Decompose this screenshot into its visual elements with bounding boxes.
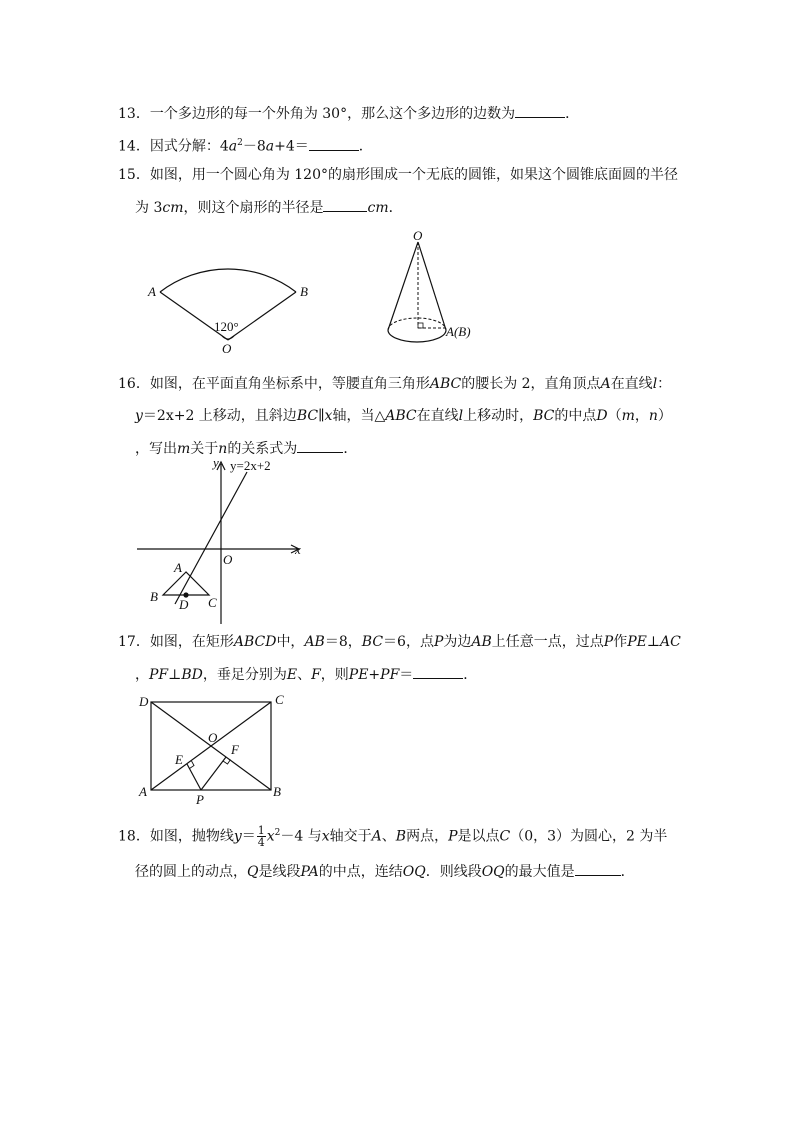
question-text: 为边 [443,634,472,650]
var: F [311,667,321,683]
question-number: 13． [118,106,150,122]
var: BC [361,634,384,650]
var: PE [627,634,647,650]
label-O: O [413,228,423,243]
label-B: B [150,589,158,604]
question-text: （0，3）为圆心，2 为半 [510,828,668,845]
var: A [371,828,382,845]
var: l [458,408,464,424]
label-angle: 120° [214,319,239,334]
punctuation: ． [388,200,403,216]
punctuation: ． [620,864,635,880]
label-O: O [208,730,218,745]
question-text: ＝2x+2 上移动，且斜边 [142,408,297,424]
question-16-line3 [135,439,357,458]
var: PE+PF [348,667,400,683]
question-text: ⊥ [168,667,182,683]
label-B: B [300,284,308,299]
answer-blank [309,137,359,151]
question-text: ，垂足分别为 [202,667,287,683]
question-text: ．则线段 [425,864,482,880]
question-text: 、 [381,828,396,845]
question-text: －8 [242,138,266,155]
question-number: 18． [118,828,150,845]
question-16-line2 [135,407,672,425]
label-B: B [273,784,281,799]
question-15-line2 [135,198,403,217]
var-a: a [228,138,238,155]
cone-base-front [388,330,446,342]
unit: cm [162,200,184,216]
punctuation: ． [358,138,373,155]
question-text: 在直线 [610,376,653,392]
question-text: 、 [297,667,312,683]
question-text: ＝8， [324,634,362,650]
question-text: 如图，在平面直角坐标系中，等腰直角三角形 [149,376,430,392]
answer-blank [297,439,343,453]
var: PF [149,667,169,683]
question-text: 如图，用一个圆心角为 120°的扇形围成一个无底的圆锥，如果这个圆锥底面圆的半径 [149,167,678,183]
var: AB [471,634,492,650]
question-text: ， [135,667,149,683]
question-text: 因式分解：4 [149,138,229,155]
label-F: F [231,742,239,757]
question-text: ，写出 [135,441,177,457]
cone-figure [380,228,500,348]
question-text: 的最大值是 [504,864,575,880]
question-text: －4 与 [280,828,322,845]
punctuation: ． [343,441,358,457]
sector-figure [140,228,340,358]
var: B [395,828,407,845]
label-O: O [222,341,232,356]
var: y [233,828,242,845]
punctuation: ． [463,667,478,683]
cone-right-slant [418,242,446,330]
var: D [596,408,608,424]
var: E [286,667,298,683]
var: OQ [402,864,426,880]
question-text: 如图，抛物线 [149,828,234,845]
question-number: 17． [118,634,150,650]
fraction-denominator: 4 [257,836,265,850]
question-text: 径的圆上的动点， [135,864,247,880]
var: BC [533,408,555,424]
label-D: D [139,694,149,709]
question-16-line1 [118,375,671,393]
label-C: C [208,595,217,610]
fraction-one-quarter [257,825,266,848]
exponent: 2 [237,138,243,148]
label-x: x [295,542,301,557]
label-D: D [179,597,189,612]
var: P [603,634,614,650]
var: A [600,376,611,392]
label-AB: A(B) [446,324,471,339]
label-y: y [213,455,219,470]
question-text: ＝ [399,667,414,683]
question-17-line1 [118,633,681,651]
var: ABC [429,376,462,392]
answer-blank [575,862,621,876]
question-number: 14． [118,138,150,155]
var: n [218,441,228,457]
rectangle-figure [135,690,295,805]
answer-blank [413,665,463,679]
question-text: 是线段 [258,864,301,880]
cone-left-slant [388,242,418,330]
question-text: 的腰长为 2，直角顶点 [461,376,601,392]
var: P [448,828,458,845]
question-text: 在直线 [416,408,459,424]
fraction-numerator: 1 [257,824,265,838]
question-text: 轴，当△ [332,408,386,424]
label-A: A [174,560,182,575]
var: AB [304,634,325,650]
var: x [266,828,275,845]
label-P: P [196,792,204,807]
var: P [433,634,444,650]
var: PA [300,864,319,880]
question-text: ，则 [320,667,349,683]
question-text: ，则这个扇形的半径是 [183,200,324,216]
question-text: ∥ [318,408,325,424]
label-C: C [275,692,284,707]
var-a: a [265,138,275,155]
line-l [175,472,247,604]
question-14 [118,134,373,156]
var: m [177,441,191,457]
question-15-line1 [118,166,678,184]
question-text: 为 3 [135,200,163,216]
segment-PF [201,757,226,790]
question-text: 中， [276,634,305,650]
question-text: 的中点 [554,408,597,424]
question-number: 15． [118,167,150,183]
label-A: A [139,784,147,799]
question-13 [118,104,579,123]
var: BD [181,667,203,683]
var: AC [660,634,681,650]
question-text: ⊥ [646,634,661,650]
question-18-line1 [118,824,667,848]
cone-base-back [388,318,446,330]
answer-blank [515,104,565,118]
right-angle-mark [418,323,423,328]
question-17-line2 [135,665,477,684]
question-text: 是以点 [457,828,500,845]
label-O: O [223,552,233,567]
var: Q [247,864,259,880]
var: l [652,376,658,392]
question-text: 上任意一点，过点 [491,634,604,650]
label-A: A [148,284,156,299]
sector-arc [160,269,296,292]
question-text: 的中点，连结 [318,864,403,880]
answer-blank [323,198,367,212]
question-text: ： [657,376,672,392]
question-text: 两点， [406,828,449,845]
label-E: E [175,752,183,767]
question-text: +4＝ [274,138,309,155]
question-text: 一个多边形的每一个外角为 30°，那么这个多边形的边数为 [149,106,516,122]
var: C [499,828,511,845]
var: n [648,408,658,424]
punctuation: ． [565,106,580,122]
question-text: （ [607,408,622,424]
var: x [324,408,333,424]
question-text: 的关系式为 [227,441,298,457]
label-line-eq: y=2x+2 [230,458,271,473]
question-text: 关于 [190,441,219,457]
question-text: 如图，在矩形 [149,634,234,650]
question-text: 作 [613,634,628,650]
question-18-line2 [135,862,635,881]
var: ABCD [233,634,277,650]
coordinate-figure [135,455,315,628]
unit: cm [367,200,389,216]
question-text: ） [657,408,672,424]
var: x [321,828,330,845]
right-angle-E [190,761,195,769]
question-number: 16． [118,376,150,392]
question-text: 轴交于 [329,828,372,845]
var: OQ [481,864,505,880]
var: m [621,408,635,424]
segment-PE [187,764,201,790]
var: ABC [385,408,417,424]
exponent: 2 [274,828,281,838]
question-text: ＝ [241,828,256,845]
question-text: ， [634,408,649,424]
var: y [135,408,143,424]
question-text: ＝6，点 [383,634,434,650]
var: BC [296,408,319,424]
question-text: 上移动时， [463,408,534,424]
